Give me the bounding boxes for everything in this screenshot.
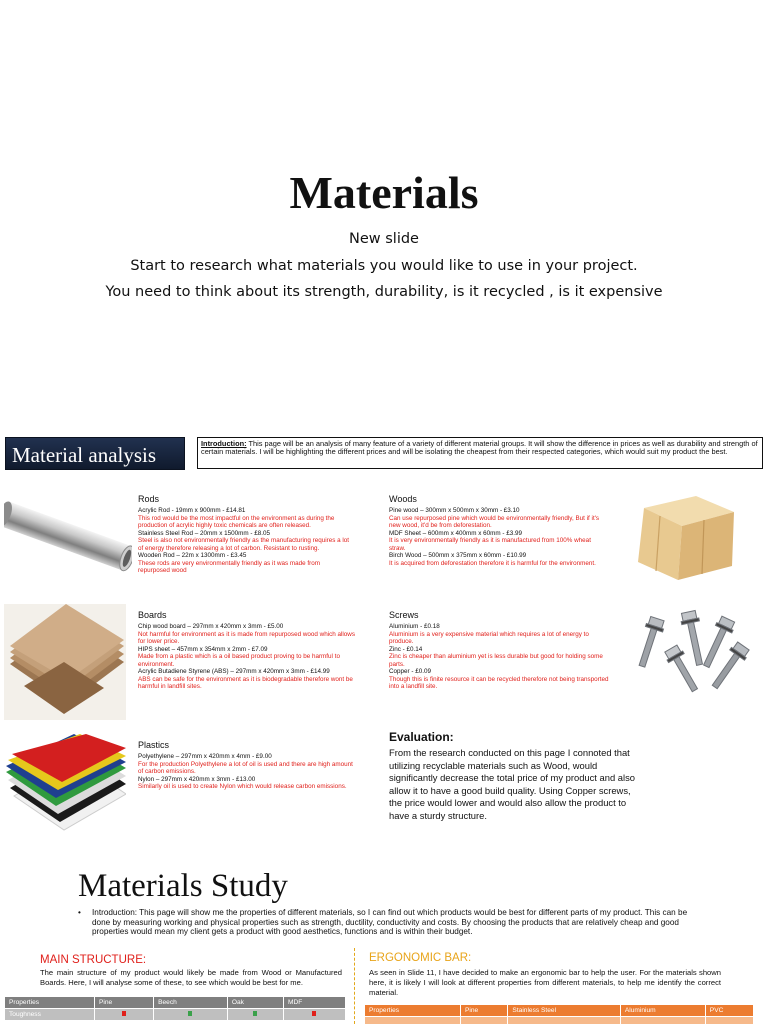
screws-heading: Screws xyxy=(389,610,419,620)
woods-item: Birch Wood – 500mm x 375mm x 60mm - £10.99 xyxy=(389,552,527,559)
rating-cell xyxy=(227,1009,283,1021)
woods-item: MDF Sheet – 600mm x 400mm x 60mm - £3.99 xyxy=(389,529,522,537)
plastics-section xyxy=(138,740,358,791)
rating-cell xyxy=(95,1009,154,1021)
material-analysis-title: Material analysis xyxy=(12,443,157,467)
table-header-row xyxy=(365,1005,754,1017)
woods-note: Can use repurposed pine which would be environmentally friendly, But if it's new wood, it'd be from deforestation. xyxy=(389,514,600,529)
main-structure-table xyxy=(4,996,346,1021)
slide-instruction-2: You need to think about its strength, durability, is it recycled , is it expensive xyxy=(105,284,663,300)
plastics-note: Similarly oil is used to create Nylon which would release carbon emissions. xyxy=(138,783,347,790)
boards-heading: Boards xyxy=(138,610,167,620)
screws-item: Aluminium - £0.18 xyxy=(389,623,440,630)
title-slide xyxy=(0,0,768,420)
plastics-item: Nylon – 297mm x 420mm x 3mm - £13.00 xyxy=(138,775,256,783)
table-header-cell: Pine xyxy=(95,997,154,1009)
boards-note: ABS can be safe for the environment as it is biodegradable therefore wont be harmful in landfill sites. xyxy=(138,675,353,690)
boards-item: HIPS sheet – 457mm x 354mm x 2mm - £7.09 xyxy=(138,645,268,653)
rods-note: This rod would be the most impactful on the environment as during the production of acrylic highly toxic chemicals are often released. xyxy=(138,514,335,529)
materials-study-title: Materials Study xyxy=(78,868,288,904)
intro-paragraph: Introduction: This page will show me the properties of different materials, so I can find out which products would be best for different parts of my product. This can be done by measuring working and physical properties such as strength, ductility, conductivity and costs. By choosing the products that are relatively cheap and good properties would mean my client gets a product with good aesthetics, functions and is within their budget. xyxy=(92,908,688,937)
evaluation-text: From the research conducted on this page I connoted that utilizing recyclable materials such as Wood, would significantly decrease the total price of my product and also allow it to have a good build quality. Using Copper screws, the price would lower and would also allow the product to have a sturdy structure. xyxy=(389,747,635,821)
table-cell xyxy=(461,1017,508,1024)
boards-item: Acrylic Butadiene Styrene (ABS) – 297mm x 420mm x 3mm - £14.99 xyxy=(138,668,330,675)
table-header-cell: MDF xyxy=(283,997,345,1009)
rod-image xyxy=(4,494,132,584)
table-row xyxy=(5,1009,346,1021)
rating-mark-icon xyxy=(122,1011,126,1016)
woods-section xyxy=(389,494,609,567)
rating-cell xyxy=(283,1009,345,1021)
table-header-cell: PVC xyxy=(705,1005,753,1017)
section-divider xyxy=(354,948,355,1024)
bullet-icon: • xyxy=(78,908,81,917)
rods-item: Acrylic Rod - 19mm x 900mm - £14.81 xyxy=(138,507,246,514)
table-row-label: Toughness xyxy=(5,1009,95,1021)
rating-mark-icon xyxy=(188,1011,192,1016)
table-header-cell: Oak xyxy=(227,997,283,1009)
table-cell xyxy=(620,1017,705,1024)
main-structure-text: The main structure of my product would likely be made from Wood or Manufactured Boards. Here, I will analyse some of these, to see which would be best for me. xyxy=(40,968,342,987)
rating-mark-icon xyxy=(253,1011,257,1016)
woods-note: It is very environmentally friendly as it is manufactured from 100% wheat straw. xyxy=(389,537,591,552)
ergonomic-bar-table xyxy=(364,1004,754,1024)
plastics-item: Polyethylene – 297mm x 420mm x 4mm - £9.00 xyxy=(138,753,272,760)
introduction-box xyxy=(197,437,763,469)
screws-note: Though this is finite resource it can be recycled therefore not being transported into a landfill site. xyxy=(389,675,609,690)
woods-heading: Woods xyxy=(389,494,417,504)
rods-section xyxy=(138,494,353,575)
boards-note: Made from a plastic which is a oil based product proving to be harmful to environment. xyxy=(138,653,340,668)
slide-title: Materials xyxy=(289,167,479,218)
main-structure-heading: MAIN STRUCTURE: xyxy=(40,954,147,966)
rating-cell xyxy=(154,1009,228,1021)
rods-item: Stainless Steel Rod – 20mm x 1500mm - £8.05 xyxy=(138,529,270,537)
plastics-note: For the production Polyethylene a lot of oil is used and there are high amount of carbon emissions. xyxy=(138,760,353,775)
materials-study-slide xyxy=(0,866,768,1024)
table-header-row xyxy=(5,997,346,1009)
rating-mark-icon xyxy=(312,1011,316,1016)
screws-image xyxy=(634,606,764,706)
table-header-cell: Beech xyxy=(154,997,228,1009)
plastics-image xyxy=(4,734,126,836)
evaluation-title: Evaluation: xyxy=(389,730,454,744)
screws-note: Aluminium is a very expensive material which requires a lot of energy to produce. xyxy=(389,630,589,645)
wood-block-image xyxy=(634,492,736,582)
screws-item: Zinc - £0.14 xyxy=(389,645,423,653)
ergonomic-bar-heading: ERGONOMIC BAR: xyxy=(369,952,472,964)
table-header-cell: Stainless Steel xyxy=(508,1005,620,1017)
slide-instruction: Start to research what materials you would like to use in your project. xyxy=(130,258,638,274)
table-header-cell: Properties xyxy=(365,1005,461,1017)
table-row xyxy=(365,1017,754,1024)
materials-study-intro xyxy=(78,908,693,937)
table-cell xyxy=(705,1017,753,1024)
boards-image xyxy=(4,604,126,720)
intro-text: This page will be an analysis of many feature of a variety of different material groups. It will show the difference in prices as well as durability and strength of certain materials. I will be highlighting the different prices and will be isolating the cheapest from their respected categories, which would suit my product the best. xyxy=(201,439,758,457)
screws-section xyxy=(389,610,611,691)
table-row-label xyxy=(365,1017,461,1024)
slide-subtitle: New slide xyxy=(349,231,419,247)
boards-section xyxy=(138,610,356,691)
screws-note: Zinc is cheaper than aluminium yet is less durable but good for holding some parts. xyxy=(389,653,603,668)
screws-item: Copper - £0.09 xyxy=(389,668,432,675)
ergonomic-bar-text: As seen in Slide 11, I have decided to make an ergonomic bar to help the user. For the materials shown here, it is likely I will look at different properties from different materials, to help me identify the correct material. xyxy=(369,968,721,997)
rods-note: These rods are very environmentally friendly as it was made from repurposed wood xyxy=(138,559,320,574)
rods-note: Steel is also not environmentally friendly as the manufacturing requires a lot of energy therefore releasing a lot of carbon. Resistant to rusting. xyxy=(138,537,350,552)
table-cell xyxy=(508,1017,620,1024)
woods-item: Pine wood – 300mm x 500mm x 30mm - £3.10 xyxy=(389,507,520,514)
woods-note: It is acquired from deforestation therefore it is harmful for the environment. xyxy=(389,559,596,567)
rods-heading: Rods xyxy=(138,494,160,504)
table-header-cell: Pine xyxy=(461,1005,508,1017)
material-analysis-header xyxy=(5,437,185,470)
boards-item: Chip wood board – 297mm x 420mm x 3mm - £5.00 xyxy=(138,623,284,630)
table-header-cell: Aluminium xyxy=(620,1005,705,1017)
plastics-heading: Plastics xyxy=(138,740,170,750)
intro-label: Introduction: xyxy=(201,439,247,448)
table-header-cell: Properties xyxy=(5,997,95,1009)
material-analysis-slide xyxy=(0,430,768,860)
boards-note: Not harmful for environment as it is made from repurposed wood which allows for lower price. xyxy=(138,630,355,645)
rods-item: Wooden Rod – 22m x 1300mm - £3.45 xyxy=(138,552,247,559)
